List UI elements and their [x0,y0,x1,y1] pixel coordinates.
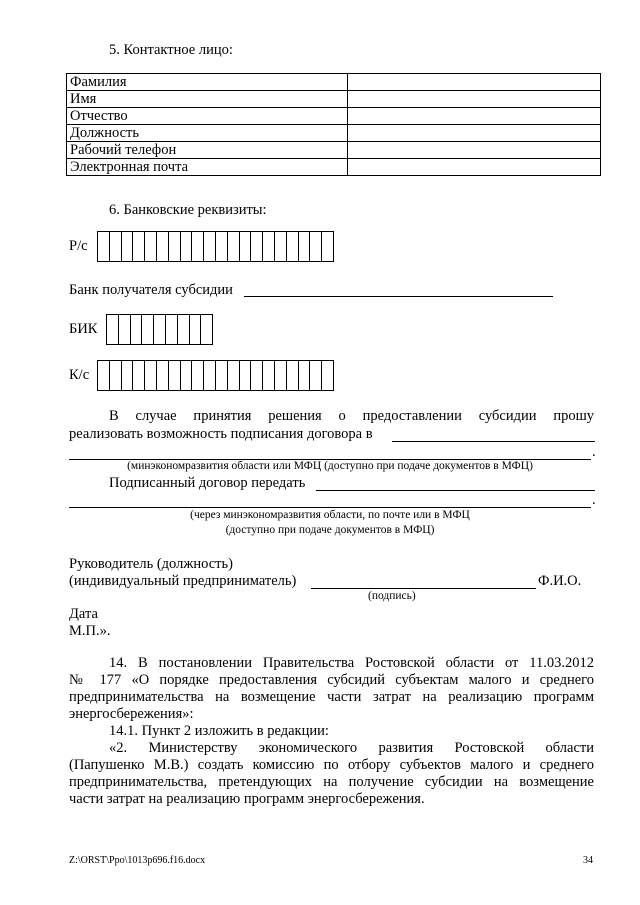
row-label: Фамилия [67,74,348,91]
digit-box[interactable] [156,360,168,391]
digit-box[interactable] [168,360,180,391]
row-value-cell[interactable] [348,108,601,125]
rs-label: Р/с [69,238,88,254]
digit-box[interactable] [262,360,274,391]
ks-label: К/с [69,367,90,383]
mp-label: М.П.». [69,623,111,639]
digit-box[interactable] [180,231,192,262]
digit-box[interactable] [121,231,133,262]
item14-p3-line2: (Папушенко М.В.) создать комиссию по отбору субъектов малого и среднего [69,757,594,773]
table-row [67,108,601,125]
table-row [67,91,601,108]
digit-box[interactable] [130,314,142,345]
digit-box[interactable] [215,360,227,391]
digit-box[interactable] [156,231,168,262]
row-label: Должность [67,125,348,142]
digit-box[interactable] [286,231,298,262]
note-2b [69,524,591,536]
digit-box[interactable] [153,314,165,345]
ip-line: (индивидуальный предприниматель) [69,573,297,589]
digit-box[interactable] [177,314,189,345]
table-row [67,159,601,176]
bank-label: Банк получателя субсидии [69,282,233,298]
row-value-cell[interactable] [348,125,601,142]
digit-box[interactable] [121,360,133,391]
digit-box[interactable] [286,360,298,391]
digit-box[interactable] [189,314,201,345]
period: . [592,444,596,460]
digit-box[interactable] [97,360,109,391]
transfer-line-2[interactable] [69,507,591,508]
digit-box[interactable] [309,231,321,262]
fio-label: Ф.И.О. [538,573,582,589]
row-label: Рабочий телефон [67,142,348,159]
digit-box[interactable] [250,231,262,262]
digit-box[interactable] [321,360,334,391]
digit-box[interactable] [118,314,130,345]
note-1-text: (минэкономразвития области или МФЦ (доступно при подаче документов в МФЦ) [127,460,533,472]
row-value-cell[interactable] [348,159,601,176]
item14-p3-line4: части затрат на реализацию программ энергосбережения. [69,791,425,807]
section-6-heading: 6. Банковские реквизиты: [109,202,267,218]
contact-person-table [66,73,601,176]
transfer-label: Подписанный договор передать [109,475,306,491]
digit-box[interactable] [144,360,156,391]
transfer-line[interactable] [316,490,595,491]
digit-box[interactable] [191,231,203,262]
digit-box[interactable] [274,360,286,391]
note-2 [69,509,591,521]
item14-p1-line3: предпринимательства на возмещение части затрат на реализацию программ [69,689,594,705]
digit-box[interactable] [168,231,180,262]
digit-box[interactable] [262,231,274,262]
digit-box[interactable] [141,314,153,345]
digit-box[interactable] [132,231,144,262]
date-label: Дата [69,606,98,622]
item14-p3-line1: «2. Министерству экономического развития Ростовской области [109,740,594,756]
bik-boxes [106,314,213,345]
table-row [67,125,601,142]
note-2-text: (через минэкономразвития области, по почте или в МФЦ [190,509,470,521]
note-2b-text: (доступно при подаче документов в МФЦ) [225,524,435,536]
digit-box[interactable] [144,231,156,262]
digit-box[interactable] [106,314,118,345]
signing-line-1: В случае принятия решения о предоставлении субсидии прошу [109,408,594,424]
digit-box[interactable] [250,360,262,391]
table-row [67,74,601,91]
item14-p2: 14.1. Пункт 2 изложить в редакции: [109,723,329,739]
signature-line[interactable] [311,588,536,589]
digit-box[interactable] [109,360,121,391]
rs-account-boxes [97,231,334,262]
row-value-cell[interactable] [348,142,601,159]
row-value-cell[interactable] [348,91,601,108]
footer-file-path: Z:\ORST\Ppo\1013p696.f16.docx [69,855,206,866]
digit-box[interactable] [298,231,310,262]
signing-place-line[interactable] [392,441,595,442]
section-5-heading: 5. Контактное лицо: [109,42,233,58]
digit-box[interactable] [109,231,121,262]
ks-account-boxes [97,360,334,391]
digit-box[interactable] [97,231,109,262]
signing-line-2: реализовать возможность подписания договора в [69,426,373,442]
footer-page-number: 34 [583,855,593,866]
digit-box[interactable] [165,314,177,345]
period-2: . [592,492,596,508]
digit-box[interactable] [239,231,251,262]
sign-note: (подпись) [368,590,416,602]
digit-box[interactable] [227,360,239,391]
row-label: Электронная почта [67,159,348,176]
digit-box[interactable] [180,360,192,391]
item14-p1-line1: 14. В постановлении Правительства Ростовской области от 11.03.2012 [109,655,594,671]
table-row [67,142,601,159]
digit-box[interactable] [239,360,251,391]
digit-box[interactable] [309,360,321,391]
digit-box[interactable] [298,360,310,391]
digit-box[interactable] [200,314,213,345]
digit-box[interactable] [227,231,239,262]
item14-p1-line4: энергосбережения»: [69,706,194,722]
head-position: Руководитель (должность) [69,556,233,572]
digit-box[interactable] [203,360,215,391]
item14-p3-line3: предпринимательства, претендующих на получение субсидии на возмещение [69,774,594,790]
digit-box[interactable] [132,360,144,391]
item14-p1-line2: № 177 «О порядке предоставления субсидий субъектам малого и среднего [69,672,594,688]
digit-box[interactable] [321,231,334,262]
digit-box[interactable] [203,231,215,262]
bank-name-line[interactable] [244,296,553,297]
bik-label: БИК [69,321,98,337]
digit-box[interactable] [191,360,203,391]
digit-box[interactable] [274,231,286,262]
digit-box[interactable] [215,231,227,262]
row-label: Отчество [67,108,348,125]
note-1 [69,460,591,472]
row-label: Имя [67,91,348,108]
row-value-cell[interactable] [348,74,601,91]
